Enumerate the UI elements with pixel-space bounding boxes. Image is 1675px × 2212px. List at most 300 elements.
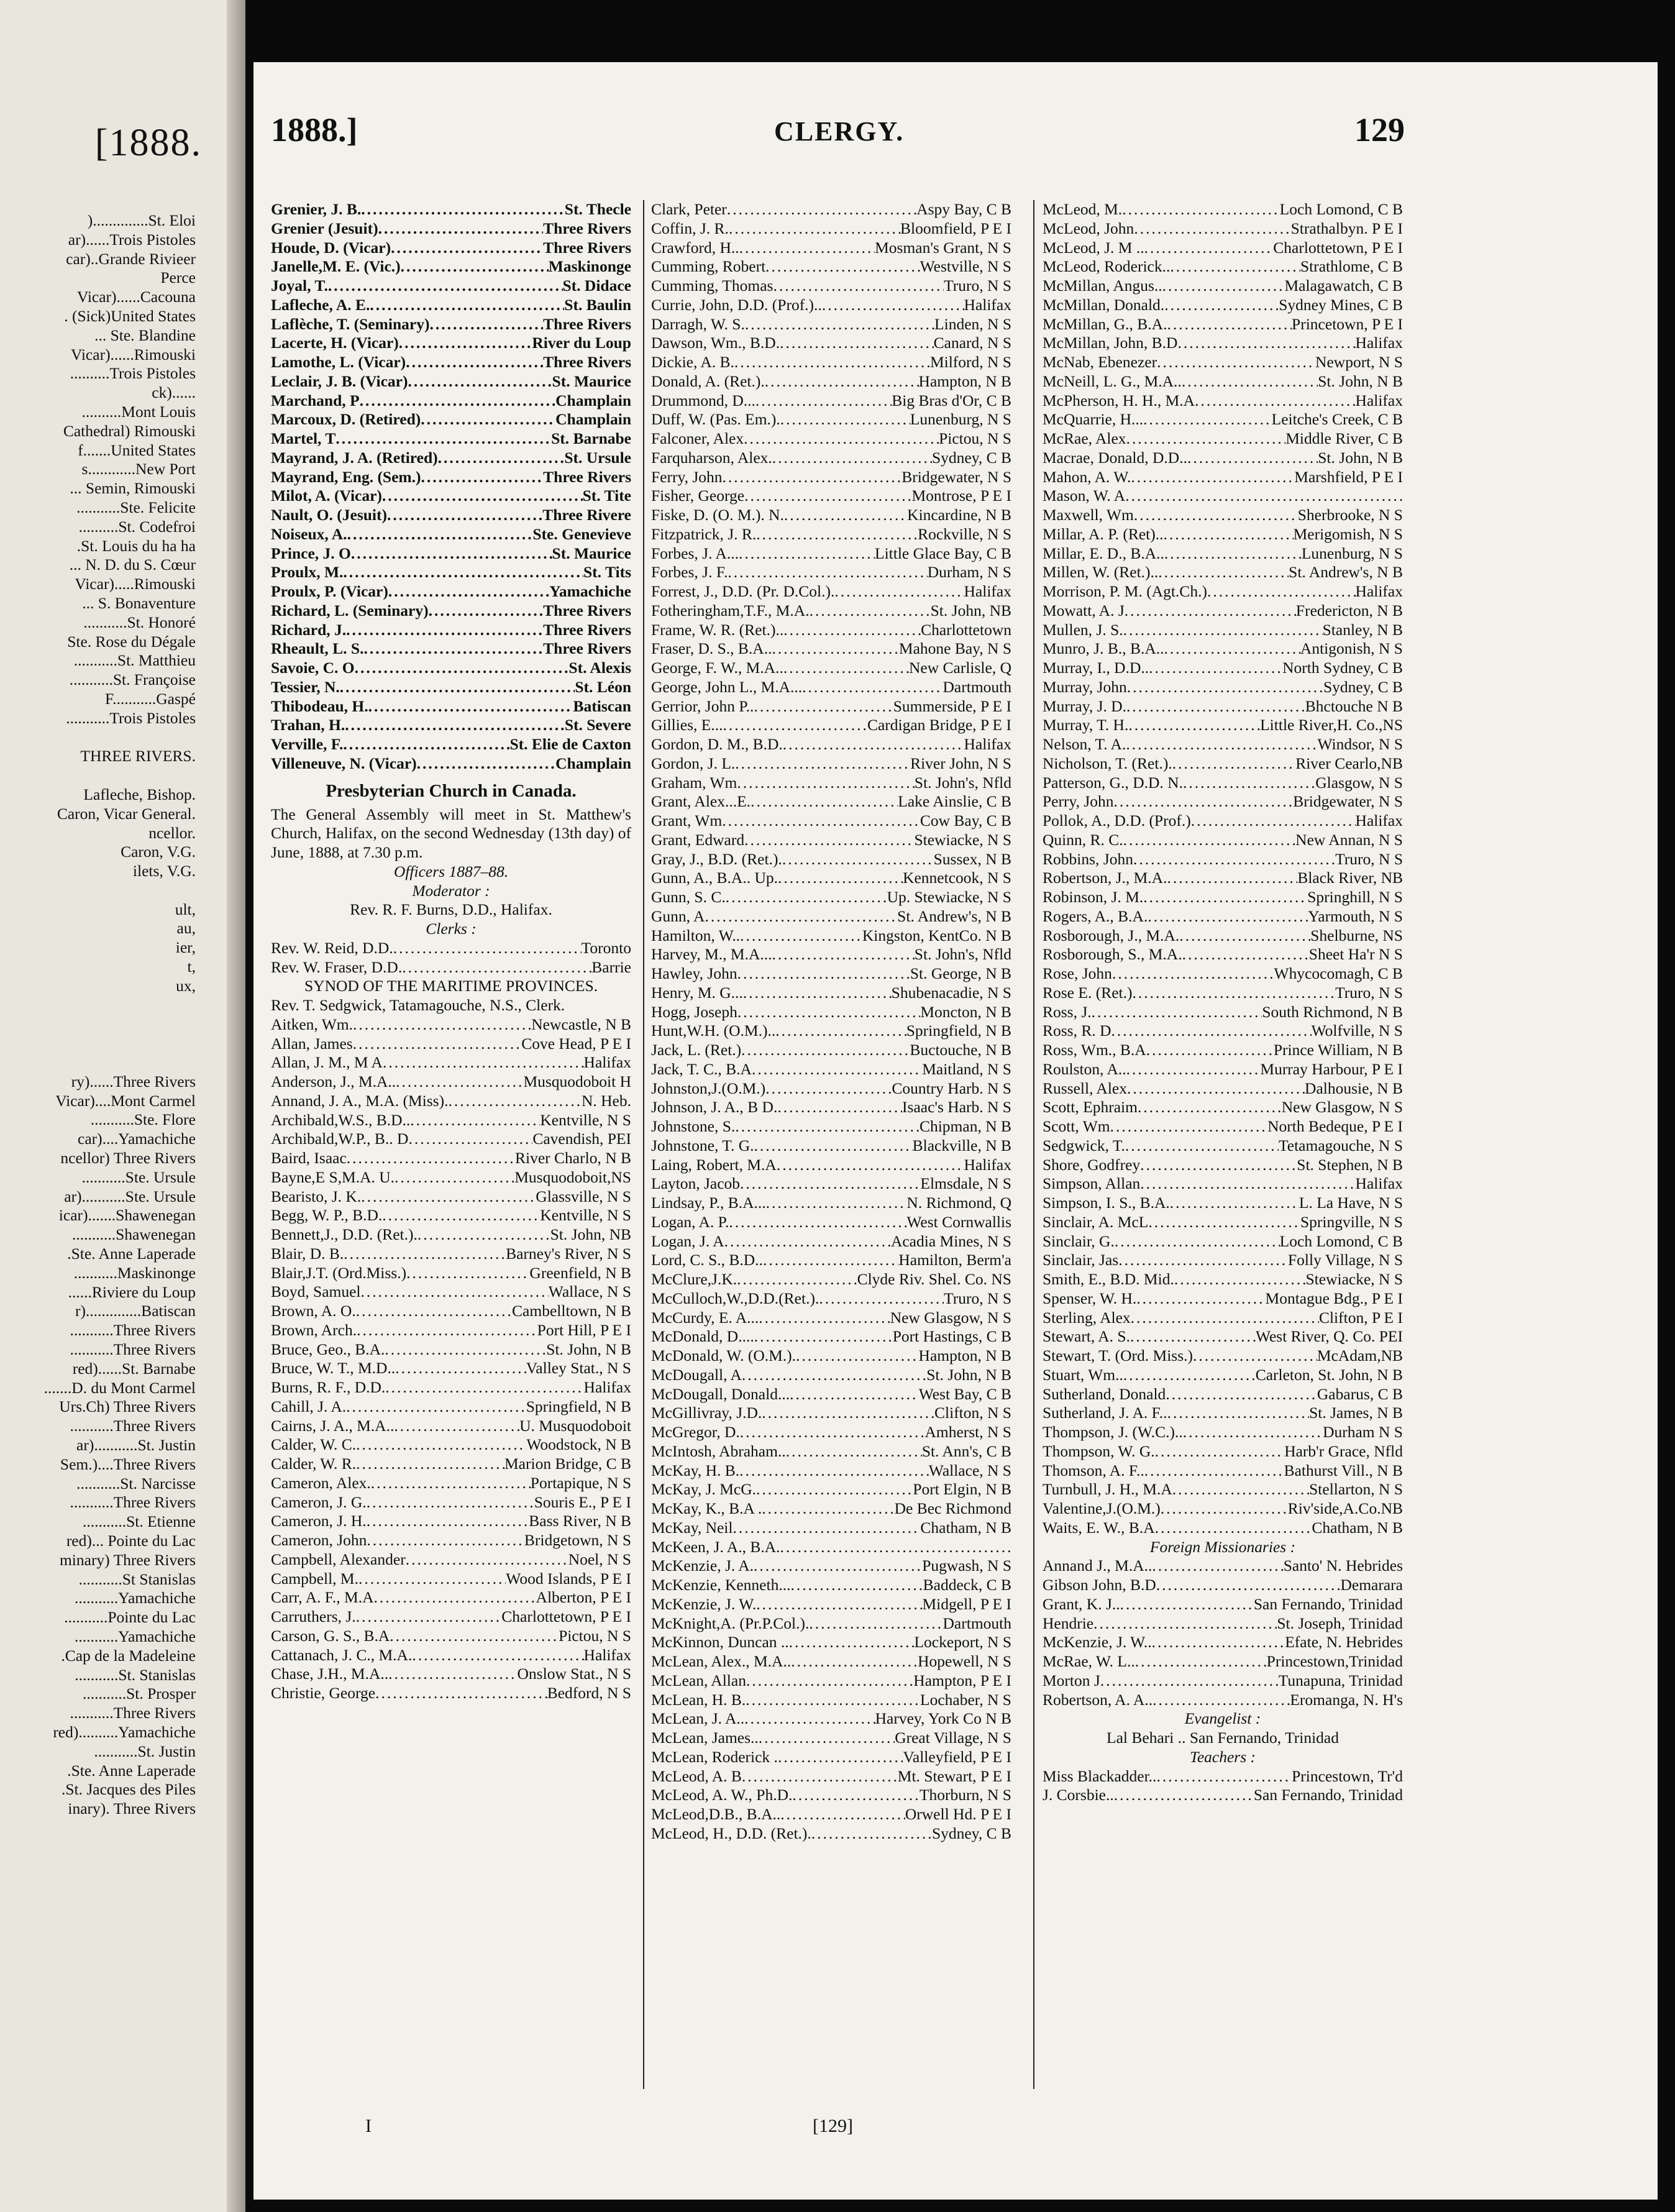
facing-page-line: ...........Three Rivers <box>70 1704 196 1722</box>
entry-place: Black River, NB <box>1297 869 1403 887</box>
leader-dots <box>743 984 892 1003</box>
entry-row <box>271 1111 631 1130</box>
leader-dots <box>402 958 591 977</box>
leader-dots <box>746 1691 920 1710</box>
leader-dots <box>448 1092 582 1111</box>
entry-name: McMillan, Donald. <box>1043 295 1165 314</box>
leader-dots <box>344 1245 506 1264</box>
leader-dots <box>740 1174 920 1194</box>
facing-page-line: ...........St. Matthieu <box>73 651 196 670</box>
entry-name: Fiske, D. (O. M.). N. <box>651 506 784 524</box>
entry-place: St. Thecle <box>564 200 631 218</box>
entry-place: Kentville, N S <box>540 1110 631 1129</box>
leader-dots <box>735 1117 920 1136</box>
entry-name: Cahill, J. A. <box>271 1397 347 1415</box>
entry-name: Cattanach, J. C., M.A. <box>271 1645 413 1664</box>
entry-place: Bass River, N B <box>529 1512 631 1530</box>
entry-row <box>1043 621 1403 640</box>
leader-dots <box>1138 1098 1282 1117</box>
entry-place: Big Bras d'Or, C B <box>892 391 1011 409</box>
clerks-label: Clerks : <box>426 920 477 938</box>
entry-row <box>1043 372 1403 391</box>
entry-row <box>651 984 1011 1003</box>
synod-clergy-list <box>271 1015 631 1703</box>
entry-row <box>271 939 631 958</box>
leader-dots <box>1162 276 1285 296</box>
entry-row <box>271 1684 631 1703</box>
entry-row <box>651 315 1011 334</box>
entry-place: Sherbrooke, N S <box>1297 506 1403 524</box>
entry-name: Ross, Wm., B.A <box>1043 1041 1146 1059</box>
entry-row <box>651 1595 1011 1614</box>
entry-place: Hopewell, N S <box>918 1652 1011 1670</box>
facing-page-line: ......Riviere du Loup <box>68 1282 196 1301</box>
entry-place: Prince William, N B <box>1273 1041 1403 1059</box>
leader-dots <box>1100 1671 1279 1691</box>
entry-place: Halifax <box>1355 334 1403 352</box>
signature-mark: I <box>365 2116 372 2136</box>
leader-dots <box>756 1480 913 1499</box>
leader-dots <box>780 1538 1011 1557</box>
entry-place: Fredericton, N B <box>1295 601 1403 619</box>
entry-place: West Bay, C B <box>918 1384 1011 1403</box>
entry-name: McLeod, A. W., Ph.D. <box>651 1786 793 1804</box>
facing-page-header: [1888. <box>94 122 202 164</box>
entry-place: Montrose, P E I <box>911 487 1011 505</box>
entry-name: Coffin, J. R. <box>651 219 729 237</box>
entry-row <box>651 1060 1011 1079</box>
entry-place: Sydney Mines, C B <box>1279 295 1403 314</box>
facing-page-line: ult, <box>175 900 196 918</box>
entry-row <box>1043 1556 1403 1576</box>
entry-name: Hunt,W.H. (O.M.).. <box>651 1021 776 1040</box>
entry-name: Millen, W. (Ret.).. <box>1043 563 1159 582</box>
entry-place: Dalhousie, N B <box>1305 1079 1403 1097</box>
facing-page-line: .Cap de la Madeleine <box>61 1646 196 1665</box>
leader-dots <box>1130 1327 1256 1346</box>
entry-name: Falconer, Alex <box>651 429 744 447</box>
facing-page-line: ...........Trois Pistoles <box>66 708 196 727</box>
entry-row <box>271 1665 631 1684</box>
entry-place: Efate, N. Hebrides <box>1285 1633 1403 1652</box>
entry-name: Sterling, Alex <box>1043 1308 1131 1327</box>
entry-place: Sheet Ha'r N S <box>1308 945 1403 964</box>
entry-name: Jack, L. (Ret.) <box>651 1041 742 1059</box>
entry-place: New Glasgow, N S <box>1281 1098 1403 1117</box>
entry-name: Grant, K. J.. <box>1043 1594 1120 1613</box>
entry-row <box>651 1729 1011 1748</box>
leader-dots <box>1112 964 1274 984</box>
entry-place: Bridgewater, N S <box>1293 792 1403 811</box>
entry-place: Cove Head, P E I <box>521 1034 631 1053</box>
leader-dots <box>783 621 921 640</box>
entry-place: Noel, N S <box>568 1550 631 1568</box>
entry-row <box>1043 811 1403 831</box>
entry-row <box>651 1156 1011 1175</box>
entry-name: Graham, Wm <box>651 773 737 792</box>
leader-dots <box>780 1805 905 1824</box>
entry-name: Murray, I., D.D.. <box>1043 659 1149 677</box>
entry-place: St. Alexis <box>568 659 631 677</box>
entry-name: Fraser, D. S., B.A.. <box>651 639 772 658</box>
entry-row <box>1043 1346 1403 1366</box>
leader-dots <box>1127 678 1323 697</box>
entry-place: Loch Lomond, C B <box>1279 1232 1403 1250</box>
entry-name: Bearisto, J. K. <box>271 1187 362 1205</box>
leader-dots <box>1134 506 1298 525</box>
entry-name: McLean, Roderick . <box>651 1747 778 1766</box>
entry-place: Onslow Stat., N S <box>517 1665 631 1683</box>
entry-place: St. Léon <box>575 677 631 696</box>
entry-row <box>651 1079 1011 1099</box>
entry-name: McLeod, J. M .. <box>1043 238 1144 257</box>
entry-place: L. La Have, N S <box>1298 1194 1403 1212</box>
entry-name: Rogers, A., B.A. <box>1043 907 1148 925</box>
leader-dots <box>744 831 914 850</box>
leader-dots <box>395 1359 526 1378</box>
facing-page-line: inary). Three Rivers <box>68 1799 196 1818</box>
leader-dots <box>782 850 934 869</box>
entry-place: Folly Village, N S <box>1287 1251 1403 1269</box>
entry-place: Three Rivers <box>543 467 631 486</box>
entry-place: North Sydney, C B <box>1282 659 1403 677</box>
leader-dots <box>370 296 564 315</box>
leader-dots <box>1155 1442 1285 1461</box>
leader-dots <box>737 774 914 793</box>
entry-row <box>651 1614 1011 1634</box>
entry-name: Quinn, R. C. <box>1043 830 1123 849</box>
leader-dots <box>778 869 903 888</box>
leader-dots <box>1135 1652 1267 1671</box>
entry-row <box>651 1709 1011 1729</box>
leader-dots <box>361 1187 536 1207</box>
leader-dots <box>1146 1041 1274 1060</box>
entry-row <box>1043 239 1403 258</box>
entry-row <box>651 1652 1011 1671</box>
leader-dots <box>1134 219 1290 239</box>
footer-page-number: [129] <box>813 2116 853 2136</box>
entry-name: Savoie, C. O <box>271 659 355 677</box>
leader-dots <box>357 1321 537 1340</box>
leader-dots <box>1172 1480 1309 1499</box>
entry-name: Carson, G. S., B.A <box>271 1626 390 1645</box>
entry-name: Spenser, W. H. <box>1043 1289 1137 1307</box>
entry-name: McLean, Allan <box>651 1671 746 1689</box>
entry-place: Charlottetown <box>921 620 1011 639</box>
facing-page-line: ... Ste. Blandine <box>94 326 196 344</box>
leader-dots <box>772 639 898 659</box>
entry-name: Tessier, N. <box>271 677 340 696</box>
entry-row <box>1043 391 1403 411</box>
leader-dots <box>1207 582 1356 601</box>
entry-row <box>651 1538 1011 1557</box>
entry-place: Musquodoboit H <box>523 1072 631 1090</box>
entry-name: Richard, L. (Seminary) <box>271 601 429 619</box>
leader-dots <box>796 1346 919 1366</box>
entry-place: Lake Ainslie, C B <box>898 792 1011 811</box>
entry-row <box>271 958 631 977</box>
entry-name: Mayrand, J. A. (Retired) <box>271 448 438 467</box>
entry-place: Eromanga, N. H's <box>1290 1690 1403 1709</box>
entry-name: Noiseux, A. <box>271 524 347 543</box>
leader-dots <box>739 544 875 564</box>
header-title: CLERGY. <box>774 116 905 147</box>
entry-row <box>271 296 631 315</box>
leader-dots <box>361 1282 549 1302</box>
entry-place: Antigonish, N S <box>1300 639 1403 658</box>
entry-place: Merigomish, N S <box>1293 524 1403 543</box>
entry-place: Halifax <box>964 735 1011 753</box>
entry-name: Blair,J.T. (Ord.Miss.) <box>271 1263 407 1282</box>
entry-place: Bedford, N S <box>547 1684 631 1702</box>
facing-page-line: r)..............Batiscan <box>75 1302 196 1320</box>
entry-place: St. John, NB <box>930 601 1011 619</box>
entry-name: Clark, Peter <box>651 200 727 218</box>
entry-name: Mason, W. A <box>1043 487 1126 505</box>
clergy-list <box>1043 200 1403 1538</box>
entry-place: Stewiacke, N S <box>1305 1270 1403 1288</box>
entry-place: Port Elgin, N B <box>913 1480 1011 1499</box>
entry-row <box>1043 945 1403 964</box>
entry-row <box>651 1576 1011 1595</box>
facing-page-line: .St. Jacques des Piles <box>61 1780 196 1799</box>
entry-place: Santo' N. Hebrides <box>1283 1556 1403 1575</box>
entry-name: McCulloch,W.,D.D.(Ret.). <box>651 1289 819 1307</box>
entry-row <box>1043 1289 1403 1309</box>
leader-dots <box>1152 1633 1285 1652</box>
entry-place: Truro, N S <box>944 1289 1011 1307</box>
entry-name: Morton J <box>1043 1671 1100 1689</box>
entry-row <box>651 1519 1011 1538</box>
leader-dots <box>790 1576 923 1595</box>
leader-dots <box>1170 257 1300 276</box>
entry-place: San Fernando, Trinidad <box>1253 1786 1403 1804</box>
entry-place: Three Rivers <box>543 238 631 257</box>
leader-dots <box>358 1570 506 1589</box>
leader-dots <box>378 219 544 239</box>
entry-row <box>1043 1327 1403 1346</box>
entry-name: Bayne,E S,M.A. U. <box>271 1168 395 1186</box>
entry-place: Halifax <box>1355 582 1403 600</box>
facing-page-line: icar).......Shawenegan <box>58 1206 196 1225</box>
entry-row <box>1043 1366 1403 1385</box>
leader-dots <box>741 1041 910 1060</box>
entry-name: Annand, J. A., M.A. (Miss). <box>271 1091 449 1110</box>
entry-row <box>1043 1309 1403 1328</box>
entry-name: Smith, E., B.D. Mid. <box>1043 1270 1174 1288</box>
leader-dots <box>811 1824 932 1844</box>
entry-row <box>1043 1385 1403 1404</box>
entry-name: Darragh, W. S. <box>651 314 745 333</box>
entry-name: Boyd, Samuel <box>271 1282 361 1301</box>
entry-row <box>1043 1461 1403 1481</box>
leader-dots <box>791 1652 918 1671</box>
leader-dots <box>429 601 544 621</box>
leader-dots <box>723 468 902 487</box>
facing-page-line: Cathedral) Rimouski <box>63 421 196 440</box>
entry-name: Scott, Ephraim <box>1043 1098 1138 1117</box>
leader-dots <box>756 1595 922 1614</box>
entry-row <box>651 1309 1011 1328</box>
entry-place: Hamilton, Berm'a <box>898 1251 1011 1269</box>
entry-name: Aitken, Wm. <box>271 1015 353 1033</box>
leader-dots <box>1126 735 1317 754</box>
facing-page-line: ry)......Three Rivers <box>71 1072 196 1090</box>
moderator: Rev. R. F. Burns, D.D., Halifax. <box>350 900 552 919</box>
entry-place: New Glasgow, N S <box>890 1308 1011 1327</box>
leader-dots <box>385 1340 546 1360</box>
entry-name: Rosborough, J., M.A. <box>1043 926 1180 944</box>
entry-row <box>1043 831 1403 850</box>
entry-row <box>651 792 1011 811</box>
entry-name: Chase, J.H., M.A.. <box>271 1665 389 1683</box>
leader-dots <box>762 1404 934 1423</box>
column-rule <box>643 200 644 2089</box>
entry-place: Barrie <box>591 957 631 976</box>
leader-dots <box>802 678 942 697</box>
entry-name: McDougall, Donald... <box>651 1384 790 1403</box>
leader-dots <box>1123 831 1296 850</box>
entry-place: St. Maurice <box>552 544 631 562</box>
entry-name: Miss Blackadder.. <box>1043 1766 1157 1785</box>
leader-dots <box>762 1499 894 1519</box>
entry-place: St. John's, Nfld <box>914 945 1011 964</box>
entry-place: Woodstock, N B <box>526 1435 631 1454</box>
leader-dots <box>1125 601 1296 621</box>
entry-row <box>1043 1442 1403 1461</box>
entry-row <box>271 697 631 716</box>
entry-row <box>651 276 1011 296</box>
entry-place: Lockeport, N S <box>914 1633 1011 1652</box>
leader-dots <box>375 1684 547 1703</box>
leader-dots <box>353 1035 521 1054</box>
entry-row <box>651 831 1011 850</box>
entry-place: Glassville, N S <box>536 1187 631 1205</box>
leader-dots <box>759 1729 895 1748</box>
entry-name: McLeod, John <box>1043 219 1134 237</box>
facing-page-line: ...........St. Françoise <box>69 670 196 689</box>
entry-place: Gabarus, C B <box>1317 1384 1403 1403</box>
entry-name: Dawson, Wm., B.D. <box>651 334 780 352</box>
entry-name: Richard, J. <box>271 620 347 639</box>
leader-dots <box>1177 334 1355 353</box>
entry-place: Valley Stat., N S <box>526 1359 631 1378</box>
leader-dots <box>733 1519 920 1538</box>
entry-place: Three Rivers <box>543 601 631 619</box>
entry-place: North Bedeque, P E I <box>1267 1117 1403 1135</box>
entry-place: Elmsdale, N S <box>920 1174 1011 1193</box>
leader-dots <box>1143 410 1271 429</box>
entry-place: River Charlo, N B <box>515 1149 631 1167</box>
entry-place: Great Village, N S <box>895 1729 1011 1747</box>
leader-dots <box>391 239 543 258</box>
entry-row <box>271 1245 631 1264</box>
entry-place: Chatham, N B <box>920 1518 1011 1537</box>
entry-place: Durham, N S <box>927 563 1011 582</box>
leader-dots <box>355 659 569 678</box>
leader-dots <box>1133 850 1335 869</box>
facing-page-line: ar)...........St. Justin <box>76 1436 196 1454</box>
entry-place: Wood Islands, P E I <box>506 1569 631 1588</box>
facing-page-line: ...........Yamachiche <box>75 1589 196 1607</box>
entry-place: Harvey, York Co N B <box>875 1709 1011 1728</box>
entry-row <box>1043 774 1403 793</box>
facing-page-line: Perce <box>160 268 196 287</box>
entry-row <box>1043 257 1403 276</box>
entry-row <box>651 754 1011 774</box>
entry-row <box>651 964 1011 984</box>
entry-name: Ross, R. D <box>1043 1021 1111 1040</box>
entry-name: Calder, W. R. <box>271 1455 357 1473</box>
entry-row <box>271 506 631 525</box>
entry-row <box>651 1404 1011 1423</box>
leader-dots <box>371 1474 531 1493</box>
entry-place: Champlain <box>555 754 631 772</box>
entry-name: Ferry, John <box>651 467 723 486</box>
leader-dots <box>1144 1461 1284 1481</box>
leader-dots <box>1166 1385 1317 1404</box>
leader-dots <box>406 1550 568 1570</box>
entry-row <box>271 1378 631 1397</box>
facing-page-line: ck)...... <box>152 383 196 402</box>
entry-name: Robertson, A. A.. <box>1043 1690 1153 1709</box>
entry-row <box>651 506 1011 525</box>
entry-place: Bloomfield, P E I <box>900 219 1011 237</box>
entry-row <box>1043 716 1403 735</box>
column-2 <box>651 200 1011 1844</box>
leader-dots <box>1195 391 1355 411</box>
entry-name: Cumming, Robert <box>651 257 766 276</box>
entry-row <box>651 888 1011 907</box>
entry-name: McKenzie, J. W. <box>651 1594 757 1613</box>
entry-place: Charlottetown, P E I <box>501 1607 631 1625</box>
entry-row <box>1043 1270 1403 1289</box>
entry-name: Morrison, P. M. (Agt.Ch.) <box>1043 582 1207 600</box>
entry-row <box>271 1282 631 1302</box>
entry-row <box>1043 525 1403 544</box>
entry-name: Nelson, T. A. <box>1043 735 1126 753</box>
entry-place: Wallace, N S <box>928 1461 1011 1479</box>
leader-dots <box>438 449 565 468</box>
entry-place: Halifax <box>1355 391 1403 409</box>
leader-dots <box>406 1264 529 1283</box>
entry-name: McIntosh, Abraham.. <box>651 1442 786 1460</box>
leader-dots <box>388 1665 517 1684</box>
facing-page-line: ...........St. Honoré <box>83 613 196 631</box>
facing-page-line: ... Semin, Rimouski <box>70 479 196 498</box>
entry-name: Simpson, I. S., B.A. <box>1043 1194 1170 1212</box>
leader-dots <box>751 792 898 811</box>
leader-dots <box>399 334 532 353</box>
entry-row <box>271 1264 631 1283</box>
leader-dots <box>765 372 919 391</box>
entry-name: Verville, F. <box>271 735 344 753</box>
entry-place: St. Elie de Caxton <box>509 735 631 753</box>
entry-place: Cardigan Bridge, P E I <box>867 716 1011 734</box>
entry-row <box>271 582 631 601</box>
entry-name: Forrest, J., D.D. (Pr. D.Col.). <box>651 582 835 600</box>
entry-place: St. Joseph, Trinidad <box>1277 1614 1403 1632</box>
entry-place: Dartmouth <box>942 677 1011 696</box>
entry-place: Port Hill, P E I <box>537 1320 631 1339</box>
entry-name: Stewart, T. (Ord. Miss.) <box>1043 1346 1193 1364</box>
facing-page-line: ...........Maskinonge <box>73 1263 196 1282</box>
entry-row <box>651 850 1011 869</box>
leader-dots <box>356 1607 502 1627</box>
entry-place: Newcastle, N B <box>531 1015 631 1033</box>
entry-place: Carleton, St. John, N B <box>1255 1365 1403 1384</box>
header-year: 1888.] <box>271 111 358 149</box>
